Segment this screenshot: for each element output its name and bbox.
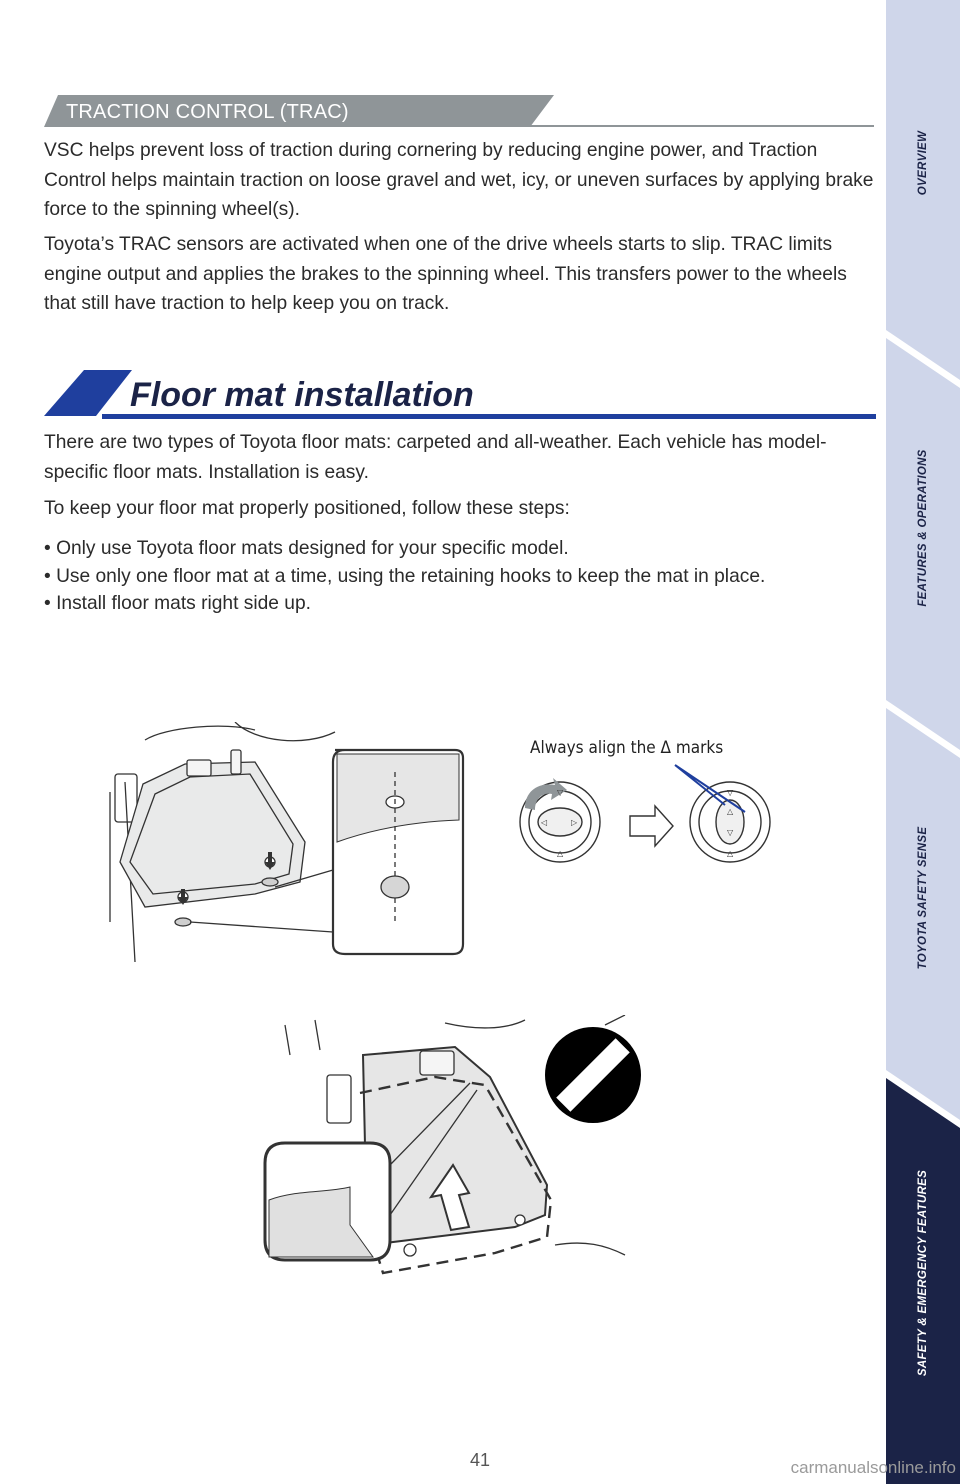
floor-mat-steps-list [44, 535, 864, 618]
list-item: • Install floor mats right side up. [44, 590, 864, 618]
sidebar-item-features-operations[interactable]: FEATURES & OPERATIONS [917, 449, 929, 607]
align-marks-illustration [505, 730, 795, 865]
floor-mat-steps-intro: To keep your floor mat properly positioned, follow these steps: [44, 498, 570, 519]
svg-text:△: △ [557, 849, 564, 858]
svg-text:△: △ [727, 807, 734, 816]
svg-text:▽: ▽ [727, 828, 734, 837]
trac-paragraph-2: Toyota’s TRAC sensors are activated when one of the drive wheels starts to slip. TRAC limits engine output and applies the brakes to the spinning wheel. This transfers power to the wheels that still have traction to help keep you on track. [44, 234, 847, 314]
list-item: • Use only one floor mat at a time, using the retaining hooks to keep the mat in place. [44, 563, 864, 591]
list-item: • Only use Toyota floor mats designed for your specific model. [44, 535, 864, 563]
floor-mat-title: Floor mat installation [130, 376, 474, 414]
svg-text:◁: ◁ [541, 818, 548, 827]
sidebar-item-safety-emergency[interactable]: SAFETY & EMERGENCY FEATURES [917, 1169, 929, 1377]
section-sidebar [886, 0, 960, 1484]
floor-mat-hooks-illustration [105, 722, 465, 967]
svg-text:▽: ▽ [557, 788, 564, 797]
svg-text:▽: ▽ [727, 788, 734, 797]
floor-mat-intro: There are two types of Toyota floor mats: carpeted and all-weather. Each vehicle has model-specific floor mats. Installation is easy. [44, 432, 827, 483]
sidebar-item-overview[interactable]: OVERVIEW [917, 130, 929, 196]
mat-misplacement-illustration [255, 1015, 655, 1285]
trac-paragraph-1: VSC helps prevent loss of traction during cornering by reducing engine power, and Traction Control helps maintain traction on loose gravel and wet, icy, or uneven surfaces by applying brake force to the spinning wheel(s). [44, 140, 874, 220]
align-marks-caption: Always align the Δ marks [530, 738, 724, 758]
page-number: 41 [469, 1450, 491, 1470]
watermark: carmanualsonline.info [790, 1458, 956, 1477]
svg-text:△: △ [727, 849, 734, 858]
trac-section-title: TRACTION CONTROL (TRAC) [66, 101, 349, 123]
sidebar-item-toyota-safety-sense[interactable]: TOYOTA SAFETY SENSE [917, 826, 929, 970]
svg-text:▷: ▷ [571, 818, 578, 827]
prohibited-icon [545, 1027, 641, 1123]
